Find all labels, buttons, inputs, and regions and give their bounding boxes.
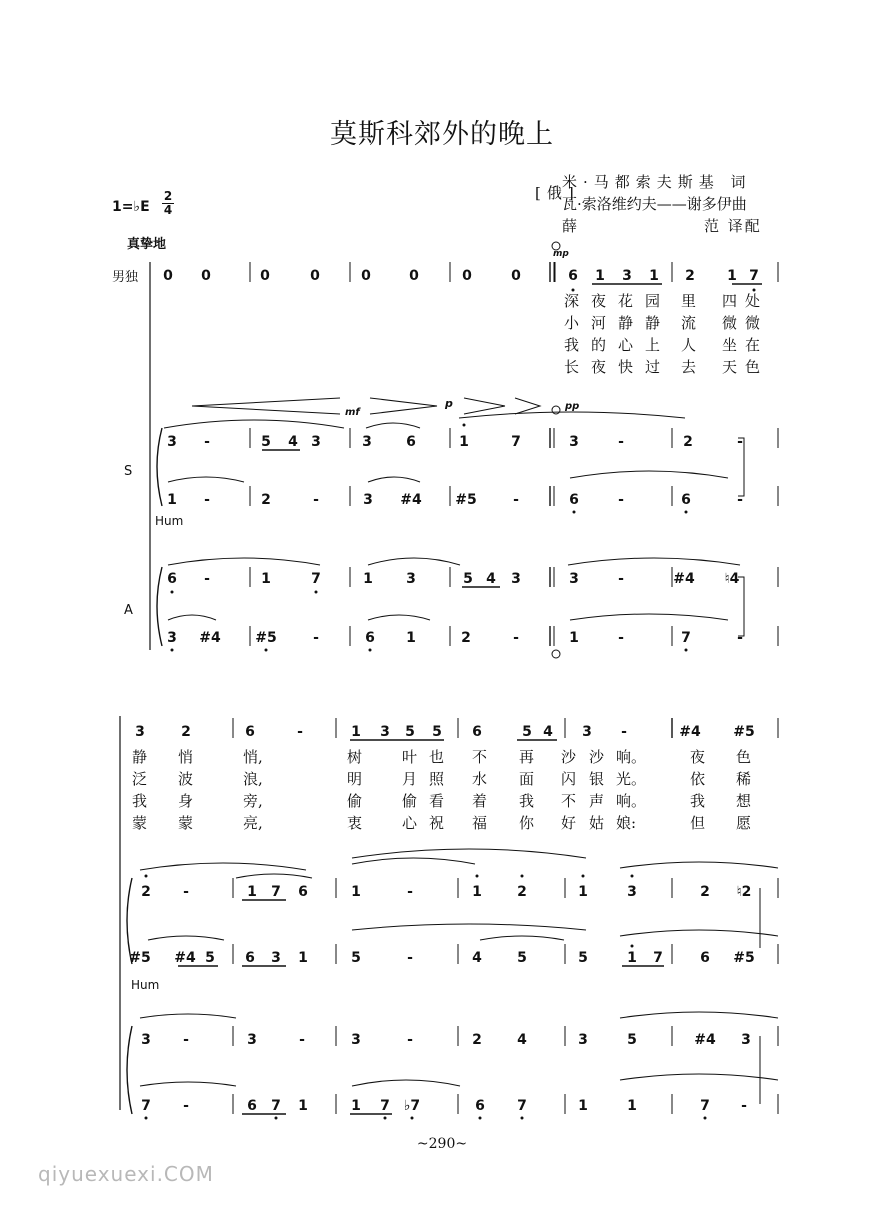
note: 4 bbox=[543, 724, 553, 740]
lyric2-verse-2: 稀 bbox=[736, 770, 752, 788]
brace-a-2 bbox=[127, 1026, 132, 1114]
note: 2 bbox=[141, 884, 151, 900]
note: #4 bbox=[673, 571, 695, 587]
note: 4 bbox=[472, 950, 482, 966]
note: 1 bbox=[363, 571, 373, 587]
note: 1 bbox=[578, 884, 588, 900]
slur bbox=[168, 558, 320, 565]
octave-dot bbox=[145, 875, 148, 878]
credit-translator-a: 薛 bbox=[562, 217, 584, 235]
lyric1-verse-3: 上 bbox=[645, 336, 661, 354]
note: #5 bbox=[255, 630, 277, 646]
note: 5 bbox=[522, 724, 532, 740]
lyric1-verse-2: 静 bbox=[618, 314, 634, 332]
octave-dot bbox=[369, 649, 372, 652]
note: 7 bbox=[271, 1098, 281, 1114]
decrescendo bbox=[370, 398, 437, 414]
octave-dot bbox=[631, 875, 634, 878]
lyric2-verse-4: 你 bbox=[519, 814, 535, 832]
lyric1-verse-2: 微 bbox=[745, 314, 761, 332]
crescendo bbox=[192, 406, 340, 414]
note: 3 bbox=[167, 434, 177, 450]
lyric2-verse-1: 叶 bbox=[402, 748, 418, 766]
lyric2-verse-4: 福 bbox=[472, 814, 488, 832]
lyric2-verse-4: 好 bbox=[561, 814, 577, 832]
note: 7 bbox=[511, 434, 521, 450]
note: 0 bbox=[409, 268, 419, 284]
note: 7 bbox=[141, 1098, 151, 1114]
note: 1 bbox=[727, 268, 737, 284]
lyric2-verse-3: 身 bbox=[178, 792, 194, 810]
note: 1 bbox=[351, 724, 361, 740]
lyric1-verse-4: 色 bbox=[745, 358, 761, 376]
tempo-marking: 真挚地 bbox=[127, 237, 167, 252]
slur bbox=[620, 1012, 778, 1018]
lyric1-verse-4: 夜 bbox=[591, 358, 607, 376]
lyric2-verse-1: 再 bbox=[519, 748, 535, 766]
lyric2-verse-4: 衷 bbox=[347, 814, 363, 832]
note: 3 bbox=[582, 724, 592, 740]
note: 2 bbox=[461, 630, 471, 646]
lyric2-verse-1: 响。 bbox=[616, 748, 647, 766]
note: - bbox=[737, 492, 743, 508]
slur bbox=[620, 862, 778, 868]
lyric1-verse-1: 处 bbox=[745, 292, 761, 310]
note: - bbox=[618, 630, 624, 646]
part-label-a: A bbox=[124, 603, 133, 618]
note: 6 bbox=[247, 1098, 257, 1114]
note: 2 bbox=[472, 1032, 482, 1048]
credit-composer: 瓦·索洛维约夫——谢多伊曲 bbox=[562, 195, 747, 213]
lyric2-verse-3: 响。 bbox=[616, 792, 647, 810]
lyric1-verse-3: 我 bbox=[564, 336, 580, 354]
lyric1-verse-3: 在 bbox=[745, 336, 761, 354]
note: 5 bbox=[517, 950, 527, 966]
octave-dot bbox=[685, 511, 688, 514]
note: 3 bbox=[167, 630, 177, 646]
note: 3 bbox=[141, 1032, 151, 1048]
note: 6 bbox=[475, 1098, 485, 1114]
dynamic-pp: pp bbox=[565, 401, 580, 412]
lyric1-verse-1: 深 bbox=[564, 292, 580, 310]
octave-dot bbox=[171, 649, 174, 652]
octave-dot bbox=[476, 875, 479, 878]
note: - bbox=[183, 1032, 189, 1048]
note: 6 bbox=[365, 630, 375, 646]
lyric2-verse-3: 声 bbox=[589, 792, 605, 810]
octave-dot bbox=[411, 1117, 414, 1120]
crescendo-p bbox=[464, 406, 505, 414]
lyric2-verse-3: 看 bbox=[429, 792, 445, 810]
slur bbox=[148, 936, 224, 940]
slur bbox=[140, 863, 306, 870]
note: - bbox=[204, 492, 210, 508]
note: 6 bbox=[245, 724, 255, 740]
note: 3 bbox=[627, 884, 637, 900]
segno-icon bbox=[552, 242, 560, 250]
note: 7 bbox=[271, 884, 281, 900]
note: 7 bbox=[749, 268, 759, 284]
slur bbox=[570, 471, 728, 478]
lyric1-verse-2: 微 bbox=[722, 314, 738, 332]
note: 6 bbox=[406, 434, 416, 450]
lyric1-verse-4: 长 bbox=[564, 358, 580, 376]
lyric2-verse-2: 依 bbox=[690, 770, 706, 788]
slur bbox=[168, 615, 216, 620]
lyric1-verse-1: 花 bbox=[618, 292, 634, 310]
octave-dot bbox=[479, 1117, 482, 1120]
note: 6 bbox=[472, 724, 482, 740]
note: 0 bbox=[201, 268, 211, 284]
slur bbox=[352, 849, 586, 858]
lyric2-verse-2: 明 bbox=[347, 770, 363, 788]
note: ♮4 bbox=[724, 571, 740, 587]
slur bbox=[140, 1014, 236, 1018]
lyric2-verse-1: 沙 bbox=[561, 748, 577, 766]
slur bbox=[140, 1082, 236, 1086]
time-sig-top: 2 bbox=[163, 189, 173, 203]
note: 3 bbox=[569, 434, 579, 450]
lyric2-verse-1: 沙 bbox=[589, 748, 605, 766]
note: 1 bbox=[472, 884, 482, 900]
note: #4 bbox=[199, 630, 221, 646]
slur bbox=[352, 1080, 460, 1086]
lyric2-verse-3: 我 bbox=[690, 792, 706, 810]
note: ♮2 bbox=[736, 884, 752, 900]
note: 7 bbox=[653, 950, 663, 966]
note: 1 bbox=[595, 268, 605, 284]
note: 2 bbox=[517, 884, 527, 900]
note: - bbox=[618, 492, 624, 508]
brace-a bbox=[157, 567, 162, 646]
dynamic-p: p bbox=[445, 397, 453, 410]
note: - bbox=[618, 571, 624, 587]
note: 0 bbox=[163, 268, 173, 284]
note: - bbox=[183, 884, 189, 900]
note: 1 bbox=[649, 268, 659, 284]
note: - bbox=[513, 630, 519, 646]
lyric2-verse-3: 着 bbox=[472, 792, 488, 810]
note: 1 bbox=[627, 1098, 637, 1114]
octave-dot bbox=[573, 511, 576, 514]
note: 0 bbox=[361, 268, 371, 284]
slur bbox=[352, 858, 475, 864]
slur bbox=[568, 558, 740, 565]
octave-dot bbox=[572, 289, 575, 292]
note: 5 bbox=[578, 950, 588, 966]
note: - bbox=[407, 884, 413, 900]
lyric2-verse-2: 照 bbox=[429, 770, 445, 788]
slur bbox=[168, 477, 244, 482]
note: 0 bbox=[260, 268, 270, 284]
note: 0 bbox=[462, 268, 472, 284]
lyric2-verse-3: 偷 bbox=[402, 792, 418, 810]
lyric1-verse-2: 流 bbox=[681, 314, 697, 332]
brace-s bbox=[157, 428, 162, 506]
lyric1-verse-4: 去 bbox=[681, 358, 697, 376]
note: 6 bbox=[569, 492, 579, 508]
note: 3 bbox=[363, 492, 373, 508]
note: 5 bbox=[405, 724, 415, 740]
lyric1-verse-4: 快 bbox=[618, 358, 634, 376]
lyric2-verse-2: 银 bbox=[589, 770, 605, 788]
octave-dot bbox=[145, 1117, 148, 1120]
part-label-hum-1: Hum bbox=[155, 514, 184, 528]
note: - bbox=[204, 571, 210, 587]
note: 1 bbox=[351, 884, 361, 900]
octave-dot bbox=[315, 591, 318, 594]
slur bbox=[459, 412, 685, 418]
octave-dot bbox=[463, 424, 466, 427]
note: #5 bbox=[733, 950, 755, 966]
note: 3 bbox=[406, 571, 416, 587]
slur bbox=[620, 1074, 778, 1080]
lyric2-verse-3: 不 bbox=[561, 792, 577, 810]
note: 4 bbox=[517, 1032, 527, 1048]
note: - bbox=[407, 950, 413, 966]
note: 7 bbox=[380, 1098, 390, 1114]
lyric2-verse-4: 娘: bbox=[616, 814, 637, 832]
note: 2 bbox=[181, 724, 191, 740]
note: - bbox=[183, 1098, 189, 1114]
note: 1 bbox=[627, 950, 637, 966]
note: - bbox=[741, 1098, 747, 1114]
note: 3 bbox=[380, 724, 390, 740]
note: 3 bbox=[271, 950, 281, 966]
lyric2-verse-1: 色 bbox=[736, 748, 752, 766]
lyric2-verse-1: 悄 bbox=[178, 748, 194, 766]
octave-dot bbox=[685, 649, 688, 652]
lyric1-verse-2: 静 bbox=[645, 314, 661, 332]
lyric2-verse-3: 想 bbox=[736, 792, 752, 810]
note: 0 bbox=[310, 268, 320, 284]
octave-dot bbox=[704, 1117, 707, 1120]
page-number: ~290~ bbox=[416, 1136, 468, 1152]
note: 0 bbox=[511, 268, 521, 284]
note: 3 bbox=[247, 1032, 257, 1048]
lyric1-verse-1: 夜 bbox=[591, 292, 607, 310]
note: 7 bbox=[700, 1098, 710, 1114]
dynamic-mp: mp bbox=[553, 249, 569, 259]
note: 5 bbox=[351, 950, 361, 966]
octave-dot bbox=[631, 945, 634, 948]
lyric1-verse-2: 河 bbox=[591, 314, 607, 332]
part-label-hum-2: Hum bbox=[131, 978, 160, 992]
note: 1 bbox=[406, 630, 416, 646]
note: - bbox=[407, 1032, 413, 1048]
dynamic-mf: mf bbox=[345, 407, 360, 418]
lyric2-verse-4: 愿 bbox=[736, 814, 752, 832]
note: 4 bbox=[288, 434, 298, 450]
octave-dot bbox=[275, 1117, 278, 1120]
note: 3 bbox=[569, 571, 579, 587]
note: 5 bbox=[627, 1032, 637, 1048]
lyric2-verse-4: 蒙 bbox=[178, 814, 194, 832]
note: 1 bbox=[351, 1098, 361, 1114]
lyric2-verse-2: 月 bbox=[402, 770, 418, 788]
lyric2-verse-2: 闪 bbox=[561, 770, 577, 788]
note: - bbox=[313, 492, 319, 508]
note: - bbox=[204, 434, 210, 450]
slur bbox=[366, 423, 420, 428]
lyric2-verse-3: 偷 bbox=[347, 792, 363, 810]
decrescendo bbox=[515, 398, 540, 414]
note: 7 bbox=[681, 630, 691, 646]
note: - bbox=[313, 630, 319, 646]
note: 2 bbox=[700, 884, 710, 900]
note: #4 bbox=[694, 1032, 716, 1048]
note: 1 bbox=[261, 571, 271, 587]
slur bbox=[480, 936, 564, 940]
octave-dot bbox=[521, 875, 524, 878]
note: 3 bbox=[741, 1032, 751, 1048]
lyric2-verse-4: 姑 bbox=[589, 814, 605, 832]
slur bbox=[236, 874, 312, 878]
note: 2 bbox=[685, 268, 695, 284]
note: #5 bbox=[129, 950, 151, 966]
slur bbox=[368, 558, 460, 565]
note: 3 bbox=[311, 434, 321, 450]
note: 2 bbox=[261, 492, 271, 508]
octave-dot bbox=[265, 649, 268, 652]
lyric2-verse-2: 光。 bbox=[616, 770, 647, 788]
crescendo bbox=[192, 398, 340, 406]
lyric2-verse-4: 但 bbox=[690, 814, 706, 832]
slur bbox=[164, 420, 344, 428]
watermark-logo: qiyuexuexi.COM bbox=[38, 1162, 214, 1186]
lyric2-verse-3: 我 bbox=[519, 792, 535, 810]
slur bbox=[352, 924, 586, 930]
note: 1 bbox=[569, 630, 579, 646]
note: 3 bbox=[511, 571, 521, 587]
lyric1-verse-4: 过 bbox=[645, 358, 661, 376]
note: 7 bbox=[311, 571, 321, 587]
lyric1-verse-2: 小 bbox=[564, 314, 580, 332]
lyric1-verse-1: 园 bbox=[645, 292, 661, 310]
note: - bbox=[618, 434, 624, 450]
note: 6 bbox=[298, 884, 308, 900]
octave-dot bbox=[753, 289, 756, 292]
note: 3 bbox=[578, 1032, 588, 1048]
part-label-s: S bbox=[124, 464, 133, 479]
lyric2-verse-2: 浪, bbox=[243, 770, 263, 788]
lyric2-verse-4: 祝 bbox=[429, 814, 445, 832]
lyric1-verse-3: 的 bbox=[591, 336, 607, 354]
note: 3 bbox=[135, 724, 145, 740]
page-title: 莫斯科郊外的晚上 bbox=[330, 119, 554, 150]
lyric2-verse-1: 悄, bbox=[243, 748, 263, 766]
note: - bbox=[297, 724, 303, 740]
note: - bbox=[737, 630, 743, 646]
lyric1-verse-1: 里 bbox=[681, 292, 697, 310]
note: #4 bbox=[679, 724, 701, 740]
note: 6 bbox=[568, 268, 578, 284]
lyric2-verse-2: 泛 bbox=[132, 770, 148, 788]
lyric1-verse-3: 人 bbox=[681, 336, 697, 354]
note: ♭7 bbox=[403, 1098, 421, 1114]
note: 7 bbox=[517, 1098, 527, 1114]
note: 1 bbox=[298, 950, 308, 966]
slur bbox=[368, 615, 430, 620]
note: 3 bbox=[362, 434, 372, 450]
credit-origin: [俄] bbox=[535, 184, 580, 202]
note: - bbox=[513, 492, 519, 508]
crescendo-p bbox=[464, 398, 505, 406]
lyric2-verse-1: 静 bbox=[132, 748, 148, 766]
slur bbox=[620, 930, 778, 936]
note: 3 bbox=[622, 268, 632, 284]
note: 1 bbox=[167, 492, 177, 508]
note: 3 bbox=[351, 1032, 361, 1048]
note: 6 bbox=[700, 950, 710, 966]
time-sig-bottom: 4 bbox=[163, 203, 173, 217]
part-label-solo: 男独 bbox=[112, 270, 139, 285]
lyric1-verse-3: 心 bbox=[618, 336, 634, 354]
note: - bbox=[621, 724, 627, 740]
lyric2-verse-2: 水 bbox=[472, 770, 488, 788]
note: #5 bbox=[455, 492, 477, 508]
octave-dot bbox=[171, 591, 174, 594]
octave-dot bbox=[384, 1117, 387, 1120]
slur bbox=[368, 477, 420, 482]
lyric2-verse-3: 旁, bbox=[243, 792, 263, 810]
note: 6 bbox=[681, 492, 691, 508]
note: 4 bbox=[486, 571, 496, 587]
note: 6 bbox=[167, 571, 177, 587]
lyric2-verse-4: 亮, bbox=[243, 814, 263, 832]
credit-translator-b: 范 译配 bbox=[704, 217, 762, 235]
slur bbox=[570, 614, 728, 620]
lyric2-verse-4: 心 bbox=[402, 814, 418, 832]
note: 1 bbox=[578, 1098, 588, 1114]
credit-lyricist: 米·马都索夫斯基 词 bbox=[562, 173, 752, 191]
note: - bbox=[737, 434, 743, 450]
lyric1-verse-4: 天 bbox=[722, 358, 738, 376]
key-signature: 1=♭E bbox=[112, 199, 150, 215]
segno-icon bbox=[552, 650, 560, 658]
octave-dot bbox=[521, 1117, 524, 1120]
lyric1-verse-1: 四 bbox=[722, 292, 738, 310]
note: #4 bbox=[174, 950, 196, 966]
note: - bbox=[299, 1032, 305, 1048]
lyric2-verse-1: 夜 bbox=[690, 748, 706, 766]
lyric2-verse-1: 不 bbox=[472, 748, 488, 766]
note: 2 bbox=[683, 434, 693, 450]
lyric2-verse-3: 我 bbox=[132, 792, 148, 810]
note: 5 bbox=[205, 950, 215, 966]
lyric2-verse-4: 蒙 bbox=[132, 814, 148, 832]
note: 1 bbox=[298, 1098, 308, 1114]
lyric2-verse-1: 树 bbox=[347, 748, 363, 766]
lyric2-verse-2: 波 bbox=[178, 770, 194, 788]
note: 5 bbox=[463, 571, 473, 587]
note: #5 bbox=[733, 724, 755, 740]
lyric1-verse-3: 坐 bbox=[722, 336, 738, 354]
note: 1 bbox=[247, 884, 257, 900]
lyric2-verse-1: 也 bbox=[429, 748, 445, 766]
octave-dot bbox=[582, 875, 585, 878]
note: 5 bbox=[261, 434, 271, 450]
note: #4 bbox=[400, 492, 422, 508]
note: 6 bbox=[245, 950, 255, 966]
segno-icon bbox=[552, 406, 560, 414]
note: 1 bbox=[459, 434, 469, 450]
note: 5 bbox=[432, 724, 442, 740]
lyric2-verse-2: 面 bbox=[519, 770, 535, 788]
